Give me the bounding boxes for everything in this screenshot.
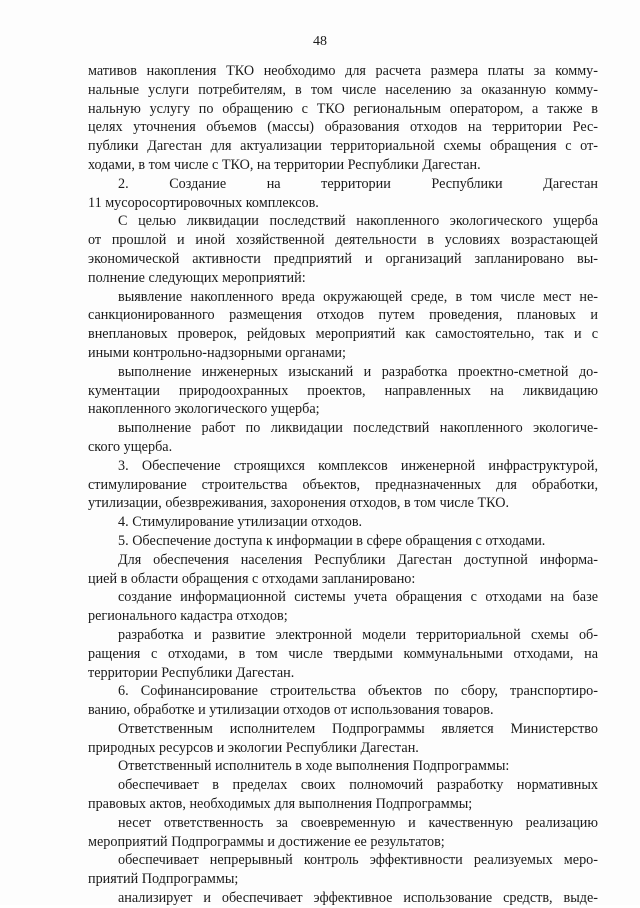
text-line: разработка и развитие электронной модели территориальной схемы об-: [118, 626, 598, 643]
text-line: 6. Софинансирование строительства объектов по сбору, транспортиро-: [118, 683, 598, 700]
text-line: обеспечивает в пределах своих полномочий разработку нормативных: [118, 777, 598, 794]
text-line: 4. Стимулирование утилизации отходов.: [118, 514, 363, 531]
text-line: регионального кадастра отходов;: [88, 608, 288, 625]
text-line: мероприятий Подпрограммы и достижение ее результатов;: [88, 833, 445, 850]
text-line: 2. Создание на территории Республики Дагестан: [118, 175, 598, 192]
text-line: Для обеспечения населения Республики Дагестан доступной информа-: [118, 551, 598, 568]
text-line: С целью ликвидации последствий накопленного экологического ущерба: [118, 213, 598, 230]
text-line: территории Республики Дагестан.: [88, 664, 295, 681]
text-line: экономической активности предприятий и организаций запланировано вы-: [88, 250, 598, 267]
text-line: 3. Обеспечение строящихся комплексов инженерной инфраструктурой,: [118, 457, 598, 474]
text-line: создание информационной системы учета обращения с отходами на базе: [118, 589, 598, 606]
text-line: природных ресурсов и экологии Республики Дагестан.: [88, 739, 419, 756]
text-line: несет ответственность за своевременную и качественную реализацию: [118, 814, 598, 831]
text-line: выполнение работ по ликвидации последствий накопленного экологиче-: [118, 420, 598, 437]
document-body: [88, 62, 598, 908]
text-line: от прошлой и иной хозяйственной деятельности в условиях возрастающей: [88, 232, 598, 249]
text-line: кументации природоохранных проектов, направленных на ликвидацию: [88, 382, 598, 399]
text-line: цией в области обращения с отходами запланировано:: [88, 570, 416, 587]
page-number: 48: [313, 34, 327, 49]
text-line: Ответственный исполнитель в ходе выполнения Подпрограммы:: [118, 758, 510, 775]
text-line: выполнение инженерных изысканий и разработка проектно-сметной до-: [118, 363, 598, 380]
text-line: нальные услуги потребителям, в том числе населению за оказанную комму-: [88, 81, 598, 98]
text-line: полнение следующих мероприятий:: [88, 269, 306, 286]
text-line: 5. Обеспечение доступа к информации в сфере обращения с отходами.: [118, 532, 546, 549]
text-line: накопленного экологического ущерба;: [88, 401, 320, 418]
text-line: 11 мусоросортировочных комплексов.: [88, 194, 319, 211]
text-line: выявление накопленного вреда окружающей среде, в том числе мест не-: [118, 288, 598, 305]
text-line: утилизации, обезвреживания, захоронения отходов, в том числе ТКО.: [88, 495, 510, 512]
text-line: обеспечивает непрерывный контроль эффективности реализуемых меро-: [118, 852, 598, 869]
text-line: ского ущерба.: [88, 438, 173, 455]
text-line: анализирует и обеспечивает эффективное использование средств, выде-: [118, 890, 598, 907]
text-line: правовых актов, необходимых для выполнения Подпрограммы;: [88, 796, 473, 813]
text-line: Ответственным исполнителем Подпрограммы является Министерство: [118, 720, 598, 737]
text-line: ванию, обработке и утилизации отходов от использования товаров.: [88, 702, 494, 719]
text-line: публики Дагестан для актуализации территориальной схемы обращения с от-: [88, 138, 598, 155]
text-line: иными контрольно-надзорными органами;: [88, 344, 346, 361]
text-line: мативов накопления ТКО необходимо для расчета размера платы за комму-: [88, 63, 598, 79]
text-line: целях уточнения объемов (массы) образования отходов на территории Рес-: [88, 119, 598, 136]
text-line: приятий Подпрограммы;: [88, 871, 239, 888]
text-line: нальную услугу по обращению с ТКО региональным оператором, а также в: [88, 100, 598, 117]
text-line: ходами, в том числе с ТКО, на территории Республики Дагестан.: [88, 156, 481, 173]
text-line: ращения с отходами, в том числе твердыми коммунальными отходами, на: [88, 645, 598, 662]
text-line: внеплановых проверок, рейдовых мероприятий как самостоятельно, так и с: [88, 326, 598, 343]
text-line: стимулирование строительства объектов, предназначенных для обработки,: [88, 476, 598, 493]
text-line: санкционированного размещения отходов путем проведения, плановых и: [88, 307, 598, 324]
